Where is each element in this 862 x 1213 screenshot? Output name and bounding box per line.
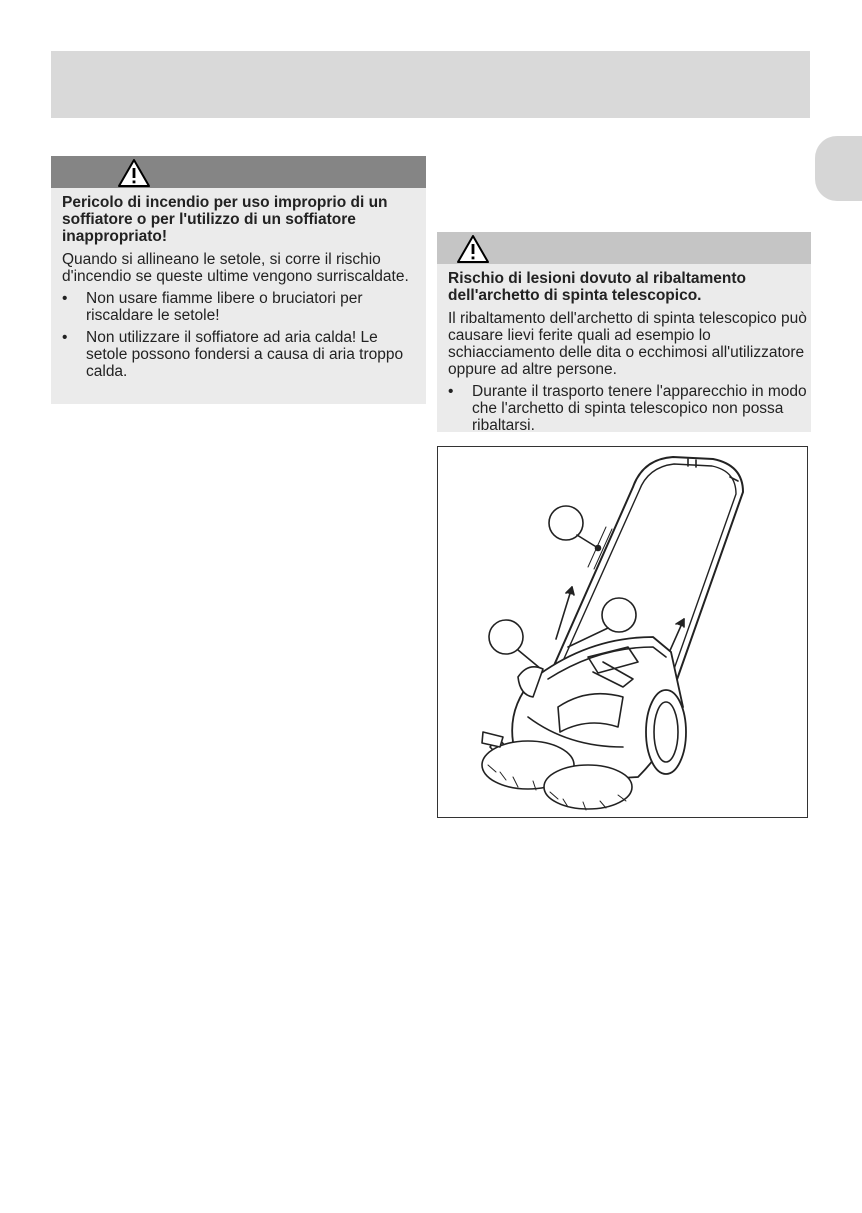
- warning-triangle-icon: [117, 158, 151, 188]
- bullet-text: Durante il trasporto tenere l'apparecchio in modo che l'archetto di spinta telescopico non possa ribaltarsi.: [472, 383, 807, 434]
- bullet-marker: •: [448, 383, 454, 400]
- warning-header: [51, 156, 426, 188]
- chapter-tab: [815, 136, 862, 201]
- bullet-text: Non utilizzare il soffiatore ad aria calda! Le setole possono fondersi a causa di aria troppo calda.: [86, 329, 404, 380]
- warning-text: Quando si allineano le setole, si corre il rischio d'incendio se queste ultime vengono surriscaldate.: [62, 251, 409, 285]
- warning-body: [448, 270, 811, 439]
- callout-circle: [489, 620, 523, 654]
- bullet-marker: •: [62, 329, 68, 346]
- fire-hazard-warning: [51, 156, 426, 404]
- sweeper-illustration: [437, 446, 808, 818]
- list-item: [448, 383, 811, 434]
- warning-header: [437, 232, 811, 264]
- header-bar: [51, 51, 810, 118]
- sweeper-drawing: [438, 447, 807, 817]
- injury-risk-warning: [437, 232, 811, 432]
- bullet-text: Non usare fiamme libere o bruciatori per riscaldare le setole!: [86, 290, 363, 324]
- warning-body: [62, 194, 420, 385]
- warning-title: Pericolo di incendio per uso improprio di un soffiatore o per l'utilizzo di un soffiatore inappropriato!: [62, 194, 388, 245]
- right-brush: [544, 765, 632, 809]
- list-item: [62, 329, 420, 380]
- callout-circle: [602, 598, 636, 632]
- bullet-marker: •: [62, 290, 68, 307]
- warning-title: Rischio di lesioni dovuto al ribaltamento dell'archetto di spinta telescopico.: [448, 270, 746, 304]
- list-item: [62, 290, 420, 324]
- warning-text: Il ribaltamento dell'archetto di spinta telescopico può causare lievi ferite quali ad esempio lo schiacciamento delle dita o ecchimosi all'utilizzatore oppure ad altre persone.: [448, 310, 807, 378]
- warning-triangle-icon: [456, 234, 490, 264]
